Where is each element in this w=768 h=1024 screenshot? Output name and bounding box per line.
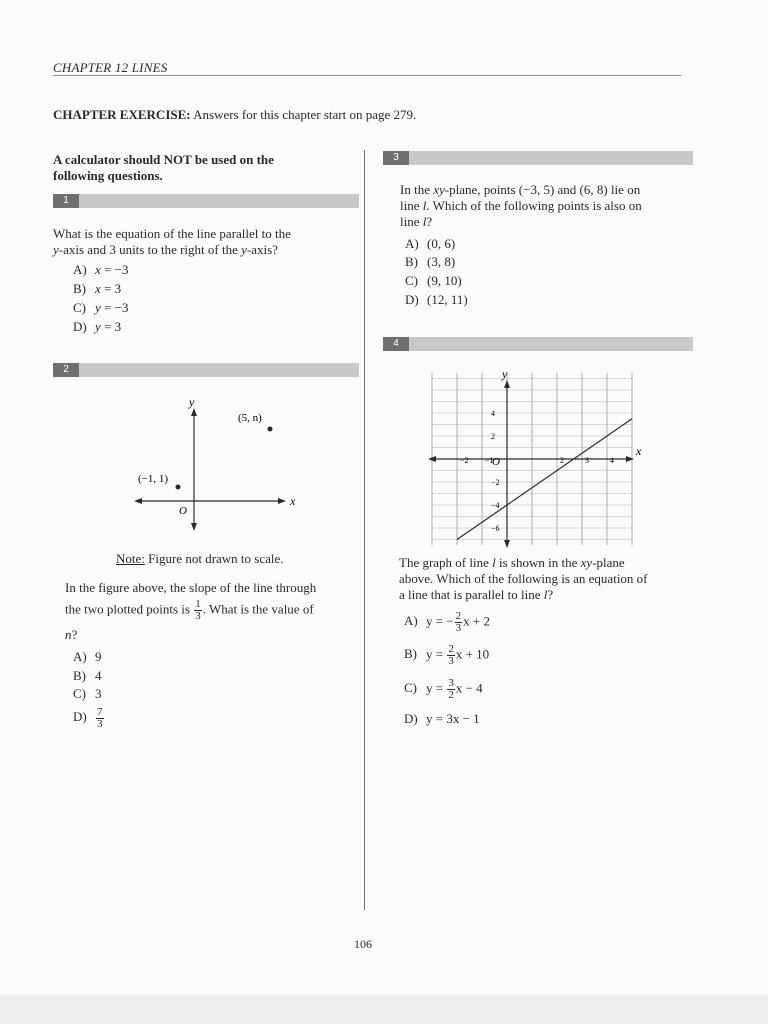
- choice-d-fraction: $\frac{7}{3}$: [97, 706, 103, 730]
- x-axis-arrow-left: [134, 498, 142, 504]
- plotted-point-b: [268, 427, 273, 432]
- exercise-text: Answers for this chapter start on page 279.: [190, 107, 417, 122]
- y-tick-label: 4: [491, 409, 495, 418]
- x-tick-label: 4: [610, 456, 614, 465]
- question-3-stem-line-2: line l. Which of the following points is also on: [400, 198, 642, 213]
- x-tick-label: −2: [460, 456, 469, 465]
- x-axis-label: x: [636, 444, 642, 458]
- question-1-choice-c[interactable]: C) y = −3: [73, 300, 129, 315]
- question-2-choice-c[interactable]: C) 3: [73, 686, 102, 701]
- y-axis-arrow-down: [191, 523, 197, 531]
- bottom-margin: [0, 995, 768, 1024]
- question-2-number: 2: [53, 363, 79, 377]
- page-number: 106: [354, 937, 372, 951]
- running-head: CHAPTER 12 LINES: [53, 60, 168, 75]
- question-3-choice-b[interactable]: B) (3, 8): [405, 254, 456, 269]
- x-tick-label: 2: [560, 456, 564, 465]
- question-2-choice-b[interactable]: B) 4: [73, 668, 102, 683]
- question-4-stem-line-1: The graph of line l is shown in the xy-plane: [399, 555, 625, 570]
- question-1-number: 1: [53, 194, 79, 208]
- question-2-choice-a[interactable]: A) 9: [73, 649, 102, 664]
- y-axis-arrow-up: [191, 408, 197, 416]
- question-4-choice-b[interactable]: B) y = $\frac{2}{3}$ x + 10: [404, 643, 490, 667]
- x-axis-label: x: [290, 494, 296, 508]
- question-1-choice-b[interactable]: B) x = 3: [73, 281, 122, 296]
- question-2-stem-line-3: n?: [65, 627, 78, 642]
- question-2-choice-d[interactable]: D) $\frac{7}{3}$: [73, 706, 103, 730]
- question-2-bar: [53, 363, 359, 377]
- question-3-stem-line-1: In the xy-plane, points (−3, 5) and (6, 8) lie on: [400, 182, 641, 197]
- y-axis-arrow-up: [504, 380, 510, 388]
- question-4-graph: [420, 366, 660, 550]
- question-1-bar: [53, 194, 359, 208]
- point-b-label: (5, n): [238, 412, 262, 424]
- column-divider: [364, 150, 365, 910]
- question-1-stem-line-1: What is the equation of the line parallel to the: [53, 226, 291, 241]
- calculator-note: A calculator should NOT be used on the following questions.: [53, 152, 274, 183]
- x-axis-arrow-right: [626, 456, 634, 462]
- slope-fraction: $\frac{1}{3}$: [195, 598, 201, 622]
- question-4-choice-c[interactable]: C) y = $\frac{3}{2}$ x − 4: [404, 677, 483, 701]
- graph-tick-labels: [460, 409, 614, 533]
- exercise-label: CHAPTER EXERCISE:: [53, 107, 191, 122]
- figure-note: Note: Figure not drawn to scale.: [116, 551, 284, 566]
- question-3-stem-line-3: line l?: [400, 214, 433, 229]
- x-axis-arrow-right: [278, 498, 286, 504]
- question-1-choice-d[interactable]: D) y = 3: [73, 319, 122, 334]
- y-tick-label: −6: [491, 524, 500, 533]
- header-rule: [53, 75, 681, 76]
- y-tick-label: −4: [491, 501, 500, 510]
- question-3-choice-d[interactable]: D) (12, 11): [405, 292, 468, 307]
- question-2-stem-line-2: the two plotted points is $\frac{1}{3}$ . What is the value of: [65, 598, 314, 622]
- y-axis-label: y: [502, 367, 508, 381]
- plotted-point-a: [176, 485, 181, 490]
- question-3-choice-a[interactable]: A) (0, 6): [405, 236, 456, 251]
- question-1-choice-a[interactable]: A) x = −3: [73, 262, 129, 277]
- question-2-stem-line-1: In the figure above, the slope of the line through: [65, 580, 317, 595]
- y-tick-label: 2: [491, 432, 495, 441]
- question-4-stem-line-3: a line that is parallel to line l?: [399, 587, 554, 602]
- x-tick-label: 3: [585, 456, 589, 465]
- question-3-choice-c[interactable]: C) (9, 10): [405, 273, 462, 288]
- origin-label: O: [492, 456, 500, 468]
- y-tick-label: −2: [491, 478, 500, 487]
- x-tick-label: −1: [485, 456, 494, 465]
- question-4-stem-line-2: above. Which of the following is an equation of: [399, 571, 648, 586]
- y-axis-label: y: [189, 395, 195, 409]
- point-a-label: (−1, 1): [138, 473, 169, 485]
- question-2-figure: [110, 390, 310, 540]
- question-4-number: 4: [383, 337, 409, 351]
- line-l: [457, 419, 632, 540]
- chapter-exercise-line: [53, 107, 416, 123]
- question-4-choice-a[interactable]: A) y = − $\frac{2}{3}$ x + 2: [404, 610, 491, 634]
- question-3-bar: [383, 151, 693, 165]
- question-4-bar: [383, 337, 693, 351]
- y-axis-arrow-down: [504, 540, 510, 548]
- question-1-stem-line-2: y-axis and 3 units to the right of the y-axis?: [53, 242, 278, 257]
- question-4-choice-d[interactable]: D) y = 3x − 1: [404, 711, 480, 726]
- question-3-number: 3: [383, 151, 409, 165]
- origin-label: O: [179, 505, 187, 517]
